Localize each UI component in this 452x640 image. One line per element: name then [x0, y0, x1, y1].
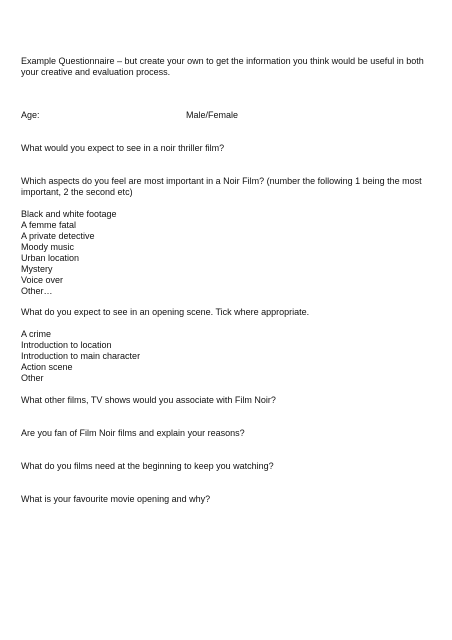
question-2-line-2: important, 2 the second etc)	[21, 187, 133, 197]
aspect-item: Urban location	[21, 253, 80, 263]
opening-item: Action scene	[21, 362, 73, 372]
gender-label: Male/Female	[186, 110, 239, 120]
question-7: What is your favourite movie opening and why?	[21, 494, 211, 504]
aspect-item: Voice over	[21, 275, 64, 285]
aspect-item: Mystery	[21, 264, 53, 274]
question-4: What other films, TV shows would you associate with Film Noir?	[21, 395, 276, 405]
age-label: Age:	[21, 110, 40, 120]
age-gender-row	[21, 110, 40, 121]
aspect-item: Moody music	[21, 242, 75, 252]
aspect-item: A private detective	[21, 231, 95, 241]
aspect-item: Black and white footage	[21, 209, 117, 219]
question-1: What would you expect to see in a noir thriller film?	[21, 143, 225, 153]
intro-line-2: your creative and evaluation process.	[21, 67, 171, 77]
intro-line-1: Example Questionnaire – but create your own to get the information you think would be useful in both	[21, 56, 424, 66]
opening-item: A crime	[21, 329, 52, 339]
aspect-item: Other…	[21, 286, 53, 296]
opening-item: Other	[21, 373, 44, 383]
aspect-item: A femme fatal	[21, 220, 77, 230]
question-5: Are you fan of Film Noir films and explain your reasons?	[21, 428, 245, 438]
question-6: What do you films need at the beginning to keep you watching?	[21, 461, 274, 471]
opening-item: Introduction to location	[21, 340, 112, 350]
opening-item: Introduction to main character	[21, 351, 141, 361]
question-2-line-1: Which aspects do you feel are most important in a Noir Film? (number the following 1 being the most	[21, 176, 422, 186]
question-3: What do you expect to see in an opening scene. Tick where appropriate.	[21, 307, 310, 317]
